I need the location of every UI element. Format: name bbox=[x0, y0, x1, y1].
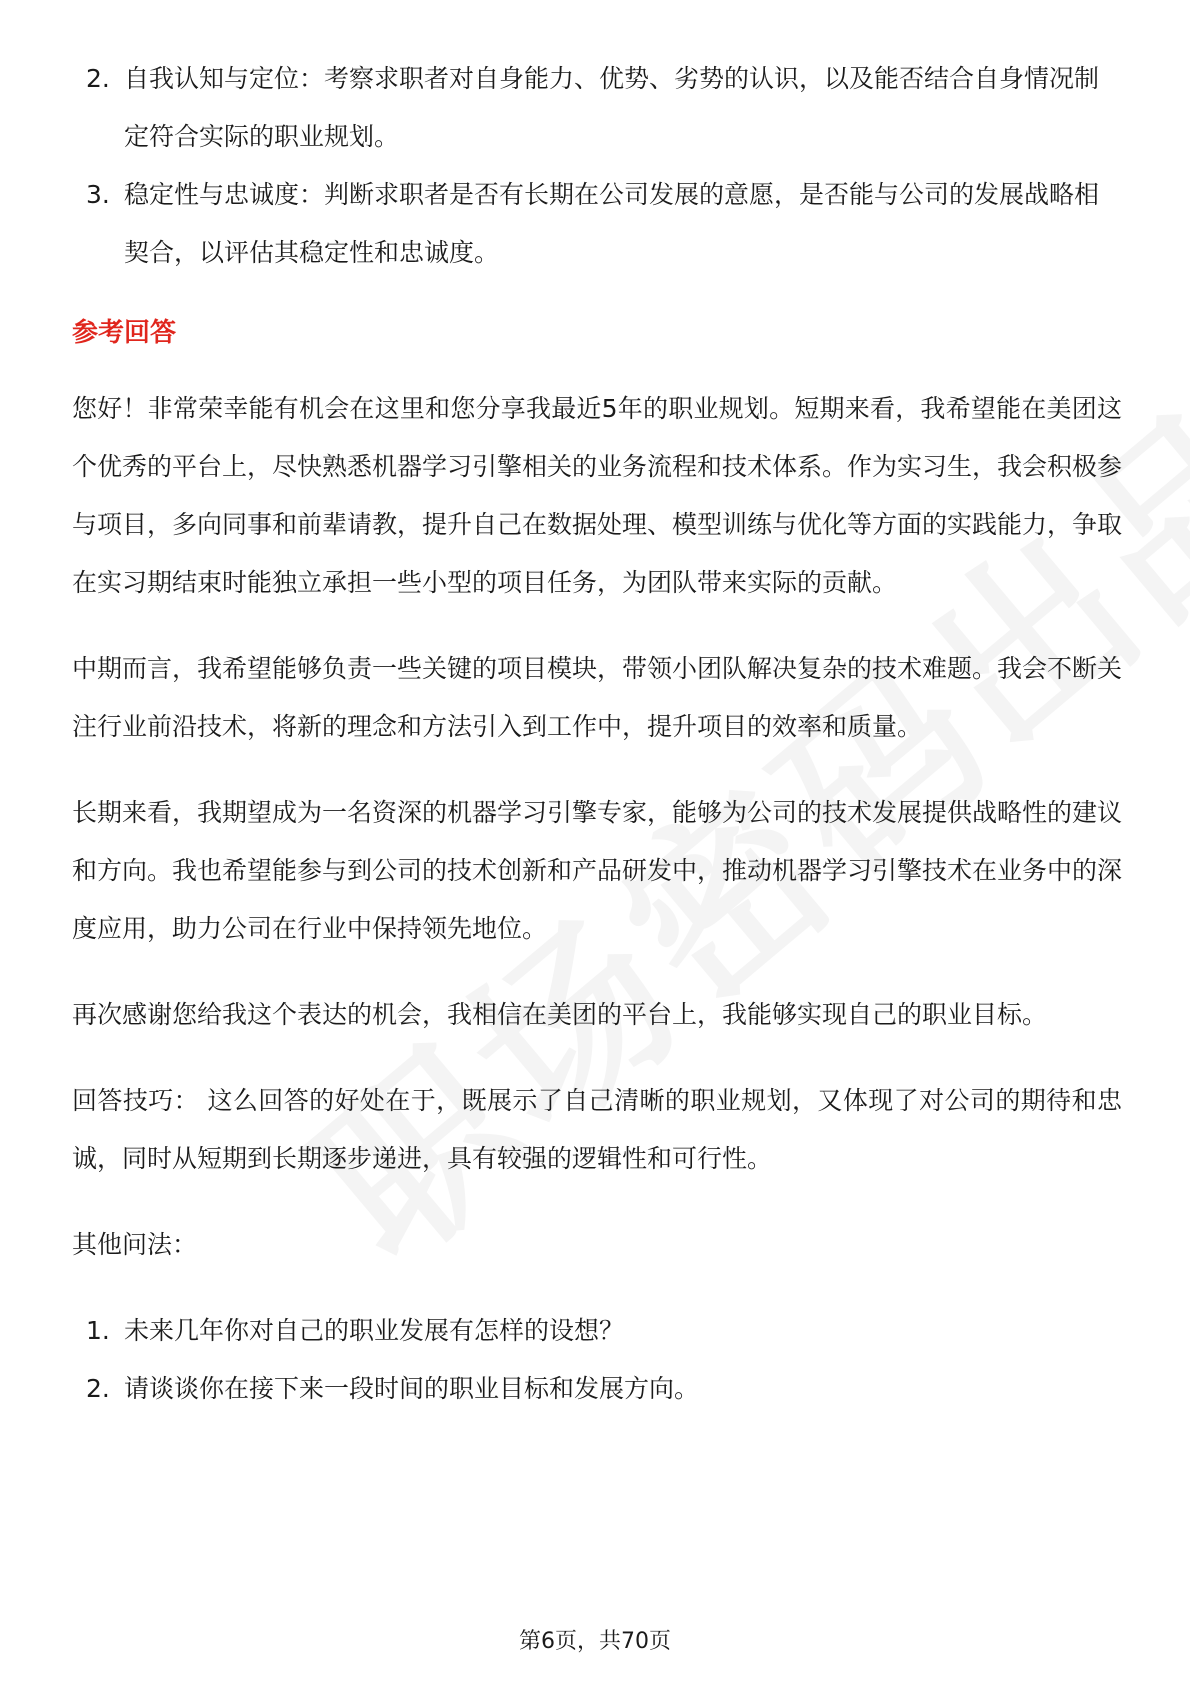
list-item bbox=[72, 50, 1122, 166]
list-text: 自我认知与定位：考察求职者对自身能力、优势、劣势的认识，以及能否结合自身情况制定符合实际的职业规划。 bbox=[124, 64, 1100, 151]
list-number: 1. bbox=[86, 1316, 110, 1345]
list-number: 3. bbox=[86, 180, 110, 209]
answer-section-title: 参考回答 bbox=[72, 318, 177, 348]
evaluation-points-list bbox=[72, 50, 1122, 282]
document-page bbox=[72, 50, 1122, 1418]
paragraph-thanks: 再次感谢您给我这个表达的机会，我相信在美团的平台上，我能够实现自己的职业目标。 bbox=[72, 1000, 1048, 1029]
list-item bbox=[72, 1360, 1122, 1418]
other-questions-list bbox=[72, 1302, 1122, 1418]
list-number: 2. bbox=[86, 64, 110, 93]
list-item bbox=[72, 1302, 1122, 1360]
list-text: 稳定性与忠诚度：判断求职者是否有长期在公司发展的意愿，是否能与公司的发展战略相契合，以评估其稳定性和忠诚度。 bbox=[124, 180, 1100, 267]
list-number: 2. bbox=[86, 1374, 110, 1403]
list-item bbox=[72, 166, 1122, 282]
list-text: 请谈谈你在接下来一段时间的职业目标和发展方向。 bbox=[124, 1374, 700, 1403]
paragraph-tips: 回答技巧： 这么回答的好处在于，既展示了自己清晰的职业规划，又体现了对公司的期待和忠诚，同时从短期到长期逐步递进，具有较强的逻辑性和可行性。 bbox=[72, 1086, 1122, 1173]
page-footer: 第6页，共70页 bbox=[519, 1629, 671, 1654]
list-text: 未来几年你对自己的职业发展有怎样的设想？ bbox=[124, 1316, 625, 1345]
paragraph-mid-term: 中期而言，我希望能够负责一些关键的项目模块，带领小团队解决复杂的技术难题。我会不断关注行业前沿技术，将新的理念和方法引入到工作中，提升项目的效率和质量。 bbox=[72, 654, 1123, 741]
paragraph-other-questions-heading: 其他问法： bbox=[72, 1230, 198, 1259]
paragraph-short-term: 您好！非常荣幸能有机会在这里和您分享我最近5年的职业规划。短期来看，我希望能在美团这个优秀的平台上，尽快熟悉机器学习引擎相关的业务流程和技术体系。作为实习生，我会积极参与项目，多向同事和前辈请教，提升自己在数据处理、模型训练与优化等方面的实践能力，争取在实习期结束时能独立承担一些小型的项目任务，为团队带来实际的贡献。 bbox=[72, 394, 1123, 597]
paragraph-long-term: 长期来看，我期望成为一名资深的机器学习引擎专家，能够为公司的技术发展提供战略性的建议和方向。我也希望能参与到公司的技术创新和产品研发中，推动机器学习引擎技术在业务中的深度应用，助力公司在行业中保持领先地位。 bbox=[72, 798, 1123, 943]
